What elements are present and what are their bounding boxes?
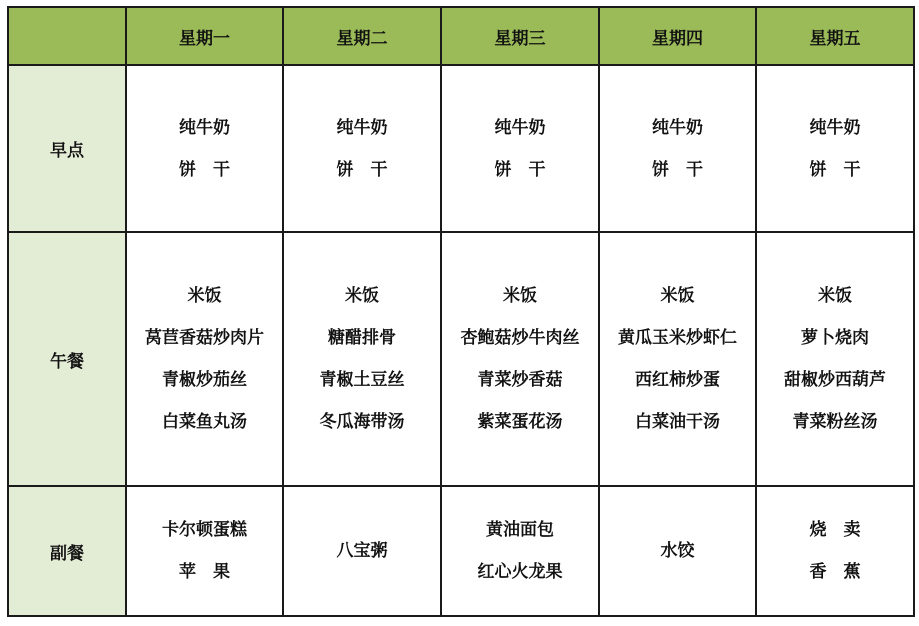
menu-cell (126, 232, 283, 486)
menu-item: 饼 干 (809, 159, 861, 180)
side-meal-row (8, 486, 914, 616)
menu-item: 青菜粉丝汤 (792, 412, 878, 432)
menu-item: 米饭 (345, 286, 379, 306)
menu-item: 水饺 (660, 541, 695, 561)
menu-item: 烧 卖 (809, 520, 861, 540)
menu-item: 米饭 (660, 286, 695, 306)
menu-item: 纯牛奶 (494, 117, 546, 138)
menu-item: 饼 干 (336, 159, 388, 180)
menu-item: 青菜炒香菇 (477, 370, 563, 390)
header-day: 星期三 (441, 7, 599, 65)
menu-item: 纯牛奶 (336, 117, 388, 138)
menu-item: 甜椒炒西葫芦 (784, 370, 886, 390)
menu-cell (283, 65, 441, 232)
menu-item: 纯牛奶 (809, 117, 861, 138)
menu-item: 苹 果 (179, 562, 230, 582)
menu-item: 糖醋排骨 (328, 328, 396, 348)
menu-item: 纯牛奶 (652, 117, 703, 138)
menu-item: 饼 干 (652, 159, 703, 180)
row-label-breakfast: 早点 (8, 65, 126, 232)
menu-item: 青椒土豆丝 (319, 370, 405, 390)
menu-cell (126, 65, 283, 232)
lunch-row (8, 232, 914, 486)
header-row (8, 7, 914, 65)
menu-item: 西红柿炒蛋 (635, 370, 720, 390)
menu-cell (599, 232, 756, 486)
menu-item: 红心火龙果 (477, 562, 563, 582)
menu-cell (756, 486, 914, 616)
menu-item: 饼 干 (179, 159, 230, 180)
menu-item: 白菜油干汤 (635, 412, 720, 432)
menu-item: 米饭 (187, 286, 222, 306)
menu-item: 青椒炒茄丝 (162, 370, 247, 390)
menu-item: 冬瓜海带汤 (319, 412, 405, 432)
row-label-lunch: 午餐 (8, 232, 126, 486)
menu-cell (599, 486, 756, 616)
menu-cell (756, 232, 914, 486)
menu-item: 杏鲍菇炒牛肉丝 (460, 328, 580, 348)
header-day: 星期二 (283, 7, 441, 65)
menu-cell (441, 232, 599, 486)
menu-item: 纯牛奶 (179, 117, 230, 138)
menu-item: 八宝粥 (336, 541, 388, 561)
header-day: 星期一 (126, 7, 283, 65)
menu-item: 萝卜烧肉 (801, 328, 869, 348)
row-label-side-meal: 副餐 (8, 486, 126, 616)
header-day: 星期四 (599, 7, 756, 65)
menu-item: 香 蕉 (809, 562, 861, 582)
menu-item: 米饭 (818, 286, 852, 306)
menu-cell (441, 65, 599, 232)
menu-item: 紫菜蛋花汤 (477, 412, 563, 432)
menu-cell (756, 65, 914, 232)
menu-cell (126, 486, 283, 616)
menu-cell (599, 65, 756, 232)
menu-item: 卡尔顿蛋糕 (162, 520, 247, 540)
weekly-menu-table (7, 6, 915, 617)
menu-item: 米饭 (503, 286, 537, 306)
menu-item: 莴苣香菇炒肉片 (145, 328, 264, 348)
corner-cell (8, 7, 126, 65)
menu-cell (283, 232, 441, 486)
menu-item: 黄油面包 (486, 520, 554, 540)
menu-cell (441, 486, 599, 616)
menu-item: 白菜鱼丸汤 (162, 412, 247, 432)
menu-item: 黄瓜玉米炒虾仁 (618, 328, 737, 348)
menu-cell (283, 486, 441, 616)
menu-item: 饼 干 (494, 159, 546, 180)
header-day: 星期五 (756, 7, 914, 65)
breakfast-row (8, 65, 914, 232)
